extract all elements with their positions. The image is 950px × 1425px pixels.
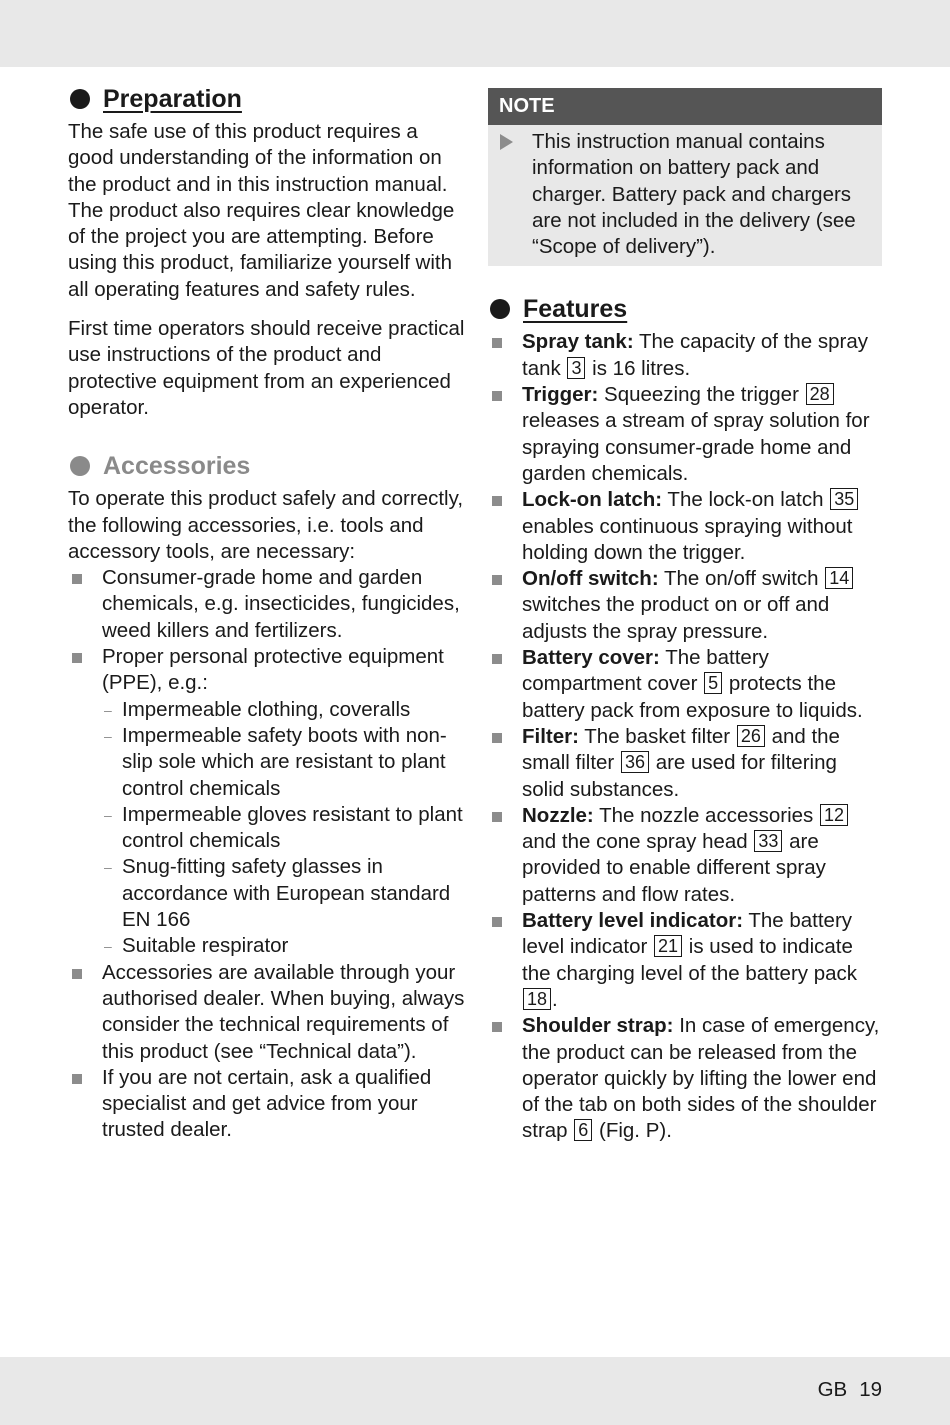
- triangle-bullet-icon: [500, 134, 513, 150]
- list-item-text: If you are not certain, ask a qualified specialist and get advice from your trusted dealer.: [102, 1065, 432, 1142]
- note-header: NOTE: [488, 88, 882, 125]
- part-number-ref: 36: [621, 751, 649, 773]
- feature-text: switches the product on or off and adjusts the spray pressure.: [522, 593, 830, 643]
- square-bullet-icon: [72, 1074, 82, 1084]
- sub-list-item-text: Impermeable clothing, coveralls: [122, 697, 411, 721]
- square-bullet-icon: [492, 391, 502, 401]
- dash-bullet-icon: –: [104, 806, 112, 823]
- page-footer: [818, 1377, 882, 1403]
- dash-bullet-icon: –: [104, 701, 112, 718]
- feature-text: The on/off switch: [663, 567, 819, 591]
- sub-list-item-text: Impermeable safety boots with non-slip sole which are resistant to plant control chemicals: [122, 723, 447, 800]
- square-bullet-icon: [492, 1022, 502, 1032]
- preparation-title: Preparation: [103, 85, 242, 113]
- sub-list-item: [102, 933, 466, 959]
- square-bullet-icon: [492, 917, 502, 927]
- feature-item: [488, 803, 882, 908]
- feature-label: Battery level indicator:: [522, 909, 744, 933]
- list-item: [68, 565, 466, 644]
- list-item: [68, 1065, 466, 1144]
- accessories-intro: To operate this product safely and correctly, the following accessories, i.e. tools and accessory tools, are necessary:: [68, 487, 464, 563]
- feature-text: The lock-on latch: [667, 488, 824, 512]
- bullet-dot-icon: [70, 89, 90, 109]
- feature-item: [488, 566, 882, 645]
- feature-item: [488, 908, 882, 1013]
- preparation-paragraph: The safe use of this product requires a good understanding of the information on the product and in this instruction manual. The product also requires clear knowledge of the project you are attempting. Before using this product, familiarize yourself with all operating features and safety rules.: [68, 120, 455, 301]
- part-number-ref: 26: [737, 725, 765, 747]
- part-number-ref: 3: [567, 357, 585, 379]
- feature-text: releases a stream of spray solution for spraying consumer-grade home and garden chemicals.: [522, 409, 870, 485]
- ppe-list: [102, 697, 466, 960]
- list-item: [68, 960, 466, 1065]
- sub-list-item-text: Impermeable gloves resistant to plant control chemicals: [122, 802, 463, 853]
- feature-item: [488, 329, 882, 382]
- list-item-text: Accessories are available through your authorised dealer. When buying, always consider the technical requirements of this product (see “Technical data”).: [102, 960, 465, 1063]
- part-number-ref: 18: [523, 988, 551, 1010]
- footer-language: GB: [817, 1378, 848, 1401]
- square-bullet-icon: [72, 969, 82, 979]
- list-item: [68, 644, 466, 960]
- square-bullet-icon: [72, 653, 82, 663]
- feature-text: enables continuous spraying without holding down the trigger.: [522, 514, 853, 564]
- note-body: [488, 125, 882, 266]
- part-number-ref: 28: [806, 383, 834, 405]
- feature-text: is used to indicate the charging level of the battery pack: [522, 935, 858, 985]
- preparation-heading: [70, 83, 466, 115]
- features-list: [488, 329, 882, 1144]
- feature-text: The nozzle accessories: [599, 803, 814, 827]
- feature-text: In case of emergency, the product can be released from the operator quickly by lifting the lower end of the tab on both sides of the shoulder strap: [522, 1014, 880, 1143]
- accessories-heading: [70, 450, 466, 482]
- part-number-ref: 12: [820, 804, 848, 826]
- feature-text: The basket filter: [584, 724, 731, 748]
- feature-label: Trigger:: [522, 383, 599, 407]
- feature-text: .: [552, 987, 558, 1011]
- accessories-list: [68, 565, 466, 1144]
- feature-label: Nozzle:: [522, 803, 594, 827]
- square-bullet-icon: [492, 733, 502, 743]
- part-number-ref: 14: [825, 567, 853, 589]
- list-item-text: Proper personal protective equipment (PPE), e.g.:: [102, 645, 444, 695]
- sub-list-item: [102, 854, 466, 933]
- page-number: 19: [859, 1378, 882, 1401]
- part-number-ref: 5: [704, 672, 722, 694]
- sub-list-item: [102, 802, 466, 855]
- feature-item: [488, 1013, 882, 1144]
- sub-list-item-text: Suitable respirator: [122, 934, 289, 958]
- feature-label: Lock-on latch:: [522, 488, 663, 512]
- features-heading: [490, 293, 882, 325]
- feature-item: [488, 487, 882, 566]
- feature-text: The capacity of the spray tank: [522, 330, 869, 380]
- feature-text: The battery level indicator: [522, 909, 853, 959]
- bullet-dot-icon: [70, 456, 90, 476]
- sub-list-item-text: Snug-fitting safety glasses in accordance with European standard EN 166: [122, 855, 451, 932]
- feature-item: [488, 645, 882, 724]
- bullet-dot-icon: [490, 299, 510, 319]
- feature-text: is 16 litres.: [592, 356, 691, 380]
- feature-item: [488, 724, 882, 803]
- feature-label: Spray tank:: [522, 330, 634, 354]
- left-column: [68, 83, 466, 1144]
- features-title: Features: [523, 295, 628, 324]
- square-bullet-icon: [72, 574, 82, 584]
- note-box: [488, 88, 882, 266]
- dash-bullet-icon: –: [104, 727, 112, 744]
- sub-list-item: [102, 697, 466, 723]
- part-number-ref: 33: [754, 830, 782, 852]
- sub-list-item: [102, 723, 466, 802]
- feature-text: Squeezing the trigger: [604, 383, 799, 407]
- feature-label: Filter:: [522, 724, 579, 748]
- square-bullet-icon: [492, 575, 502, 585]
- part-number-ref: 21: [654, 935, 682, 957]
- feature-text: protects the battery pack from exposure to liquids.: [522, 672, 863, 722]
- footer-band: [0, 1357, 950, 1425]
- part-number-ref: 6: [574, 1119, 592, 1141]
- feature-item: [488, 382, 882, 487]
- dash-bullet-icon: –: [104, 938, 112, 955]
- feature-label: On/off switch:: [522, 567, 659, 591]
- square-bullet-icon: [492, 812, 502, 822]
- part-number-ref: 35: [830, 488, 858, 510]
- feature-label: Shoulder strap:: [522, 1014, 674, 1038]
- note-text: This instruction manual contains information on battery pack and charger. Battery pack and chargers are not included in the delivery (see “Scope of delivery”).: [532, 130, 856, 259]
- square-bullet-icon: [492, 496, 502, 506]
- accessories-title: Accessories: [103, 452, 251, 481]
- header-band: [0, 0, 950, 67]
- feature-text: The battery compartment cover: [522, 646, 769, 696]
- feature-label: Battery cover:: [522, 646, 660, 670]
- feature-text: are provided to enable different spray patterns and flow rates.: [522, 830, 826, 906]
- feature-text: are used for filtering solid substances.: [522, 751, 837, 801]
- square-bullet-icon: [492, 654, 502, 664]
- feature-text: and the small filter: [522, 724, 840, 775]
- preparation-paragraph: First time operators should receive practical use instructions of the product and protective equipment from an experienced operator.: [68, 317, 465, 419]
- feature-text: and the cone spray head: [522, 830, 748, 854]
- list-item-text: Consumer-grade home and garden chemicals, e.g. insecticides, fungicides, weed killers and fertilizers.: [102, 566, 460, 642]
- square-bullet-icon: [492, 338, 502, 348]
- right-column: [488, 88, 882, 1145]
- dash-bullet-icon: –: [104, 859, 112, 876]
- feature-text: (Fig. P).: [599, 1119, 672, 1143]
